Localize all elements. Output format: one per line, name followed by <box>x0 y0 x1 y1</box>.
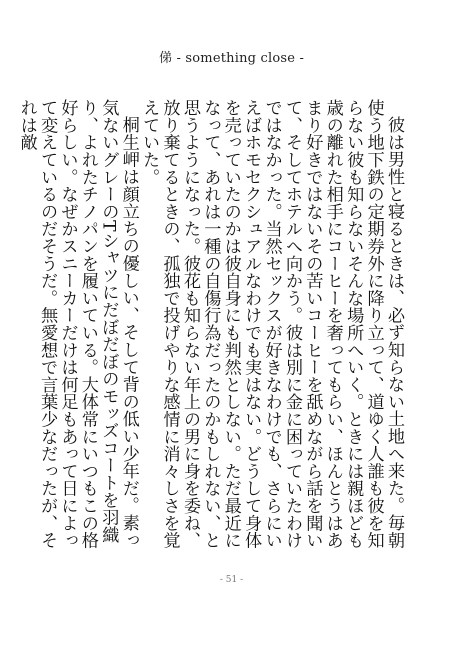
paragraph-2: 桐生岬は顔立ちの優しい、そして背の低い少年だ。素っ気ないグレーのTシャツにだぼだぼのモッズコートを羽織り、よれたチノパンを履いている。大体常にいつもこの格好らしい。なぜかスニーカーだけは何足もあって日によって変えているのだそうだ。無愛想で言葉少なだったが、それは敵 <box>16 99 139 549</box>
running-header: 俤 - something close - <box>158 51 305 66</box>
vertical-body-text <box>16 99 404 557</box>
page-number: - 51 - <box>219 575 244 585</box>
paragraph-1: 彼は男性と寝るときは、必ず知らない土地へ来た。毎朝使う地下鉄の定期券外に降り立って、道ゆく人誰も彼を知らない彼も知らないそんな場所へいく。ときには親ほども歳の離れた相手にコーヒーを奢ってもらい、ほんとうはあまり好きではないその苦いコーヒーを舐めながら話を聞いて、そしてホテルへ向かう。彼は別に金に困っていたわけではなかった。当然セックスが好きなわけでも、さらにいえばホモセクシュアルなわけでも実はない。どうして身体を売っていたのかは彼自身にも判然としない。ただ最近になって、あれは一種の自傷行為だったのかもしれない、と思うようになった。彼花も知らない年上の男に身を委ね、放り棄てるときの、孤独で投げやりな感情に消々しさを覚えていた。 <box>139 99 404 549</box>
